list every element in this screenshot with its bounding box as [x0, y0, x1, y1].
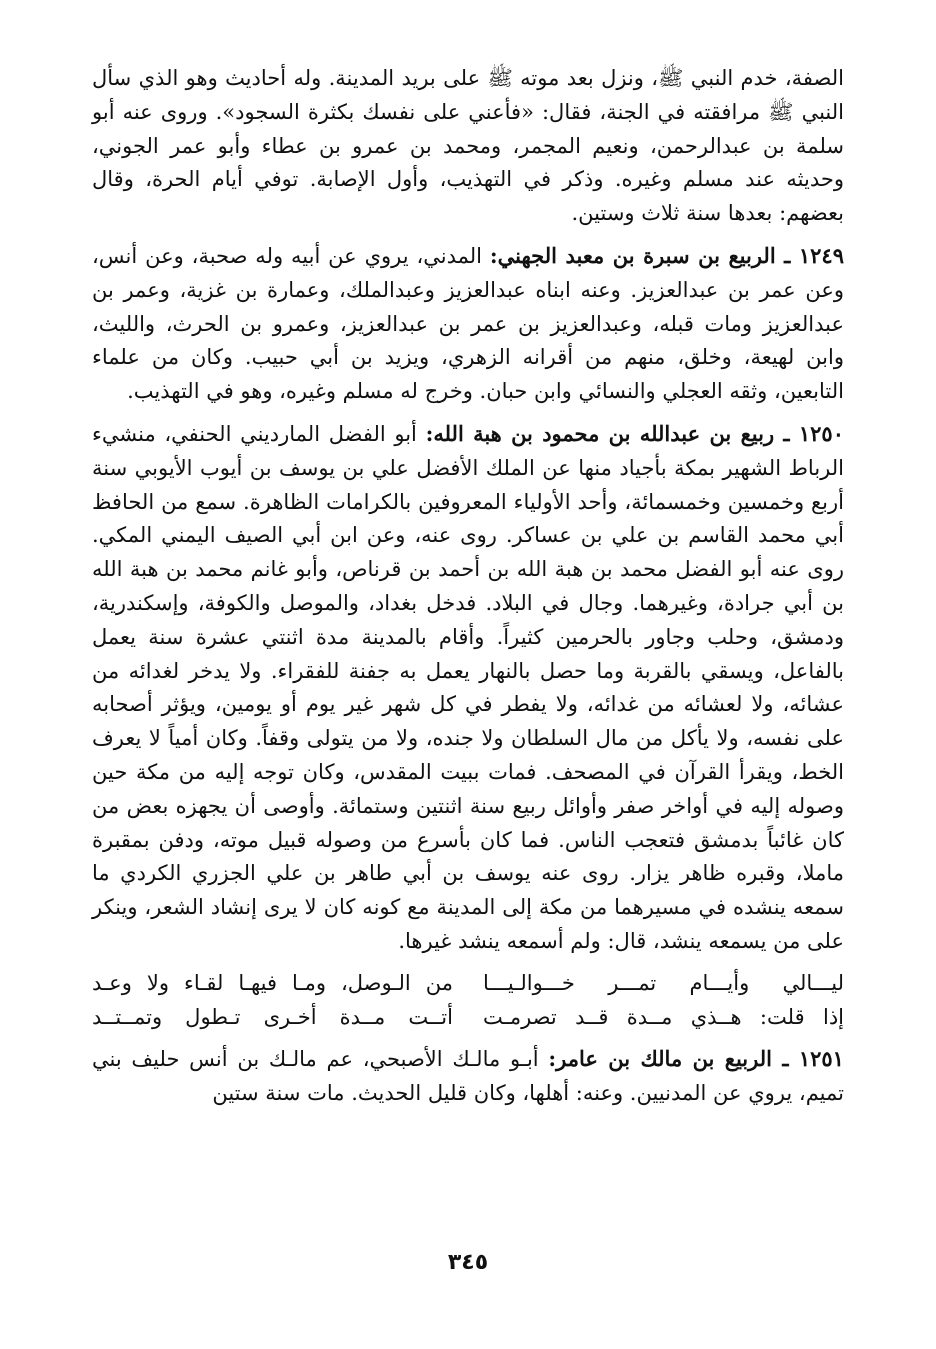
poem-verse	[92, 967, 844, 1001]
page-body	[92, 62, 844, 1111]
poem	[92, 967, 844, 1035]
entry-heading: ١٢٥١ ـ الربيع بن مالك بن عامر:	[548, 1046, 844, 1072]
entry-heading: ١٢٤٩ ـ الربيع بن سبرة بن معبد الجهني:	[489, 242, 844, 268]
entry-1249	[92, 239, 844, 409]
entry-1251	[92, 1042, 844, 1111]
entry-text: أبو الفضل المارديني الحنفي، منشيء الرباط الشهير بمكة بأجياد منها عن الملك الأفضل علي بن يوسف بن أيوب الأيوبي سنة أربع وخمسين وخمسمائة، وأحد الأولياء المعروفين بالكرامات الظاهرة. سمع من الحافظ أبي محمد القاسم بن علي بن عساكر. روى عنه، وعن ابن أبي الصيف اليمني المكي. روى عنه أبو الفضل محمد بن هبة الله بن أحمد بن قرناص، وأبو غانم محمد بن هبة الله بن أبي جرادة، وغيرهما. وجال في البلاد. فدخل بغداد، والموصل والكوفة، وإسكندرية، ودمشق، وحلب وجاور بالحرمين كثيراً. وأقام بالمدينة مدة اثنتي عشرة سنة يعمل بالفاعل، ويسقي بالقربة وما حصل بالنهار يعمل به جفنة للفقراء. ولا يدخر لغدائه من عشائه، ولا لعشائه من غدائه، ولا يفطر في كل شهر غير يوم أو يومين، ويؤثر أصحابه على نفسه، ولا يأكل من مال السلطان ولا جنده، ولا من يتولى وقفاً. وكان أمياً لا يعرف الخط، ويقرأ القرآن في المصحف. فمات ببيت المقدس، وكان توجه إليه من مكة حين وصوله إليه في أواخر صفر وأوائل ربيع سنة اثنتين وستمائة. وأوصى أن يجهزه بعض من كان غائباً بدمشق فتعجب الناس. فما كان بأسرع من وصوله قبيل موته، ودفن بمقبرة ماملا، وقبره ظاهر يزار. روى عنه يوسف بن أبي طاهر بن علي الجزري الكردي ما سمعه ينشده في مسيرهما من مكة إلى المدينة مع كونه كان لا يرى إنشاد الشعر، وينكر على من يسمعه ينشد، قال: ولم أسمعه ينشد غيرها.	[92, 421, 844, 953]
entry-text: المدني، يروي عن أبيه وله صحبة، وعن أنس، وعن عمر بن عبدالعزيز. وعنه ابناه عبدالعزيز وعبدالملك، وعمارة بن غزية، وعمر بن عبدالعزيز ومات قبله، وعبدالعزيز بن عمر بن عبدالعزيز، وعمرو بن الحرث، والليث، وابن لهيعة، وخلق، منهم من أقرانه الزهري، ويزيد بن أبي حبيب. وكان من علماء التابعين، وثقه العجلي والنسائي وابن حبان. وخرج له مسلم وغيره، وهو في التهذيب.	[92, 243, 844, 404]
verse-second-hemistich: أتــت مــدة أخـرى تـطول وتمــتــد	[92, 1004, 453, 1029]
paragraph-text: الصفة، خدم النبي ﷺ، ونزل بعد موته ﷺ على بريد المدينة. وله أحاديث وهو الذي سأل النبي ﷺ مرافقته في الجنة، فقال: «فأعني على نفسك بكثرة السجود». وروى عنه أبو سلمة بن عبدالرحمن، ونعيم المجمر، ومحمد بن عمرو بن عطاء وأبو عمر الجوني، وحديثه عند مسلم وغيره. وذكر في التهذيب، وأول الإصابة. توفي أيام الحرة، وقال بعضهم: بعدها سنة ثلاث وستين.	[92, 66, 844, 226]
entry-heading: ١٢٥٠ ـ ربيع بن عبدالله بن محمود بن هبة الله:	[425, 420, 844, 446]
page-number: ٣٤٥	[447, 1250, 489, 1275]
verse-second-hemistich: من الـوصل، ومـا فيهـا لقـاء ولا وعـد	[92, 970, 453, 995]
verse-first-hemistich: ليـــالي وأيـــام تمـــر خـــوالـيـــا	[483, 970, 844, 995]
entry-1250	[92, 417, 844, 959]
verse-first-hemistich: إذا قلت: هــذي مــدة قــد تصرمـت	[483, 1004, 844, 1029]
paragraph-continuation	[92, 62, 844, 231]
poem-verse	[92, 1001, 844, 1035]
entry-text: أبـو مالـك الأصبحي، عم مالـك بن أنس حليف بني تميم، يروي عن المدنيين. وعنه: أهلها، وكان قليل الحديث. مات سنة ستين	[92, 1047, 844, 1106]
